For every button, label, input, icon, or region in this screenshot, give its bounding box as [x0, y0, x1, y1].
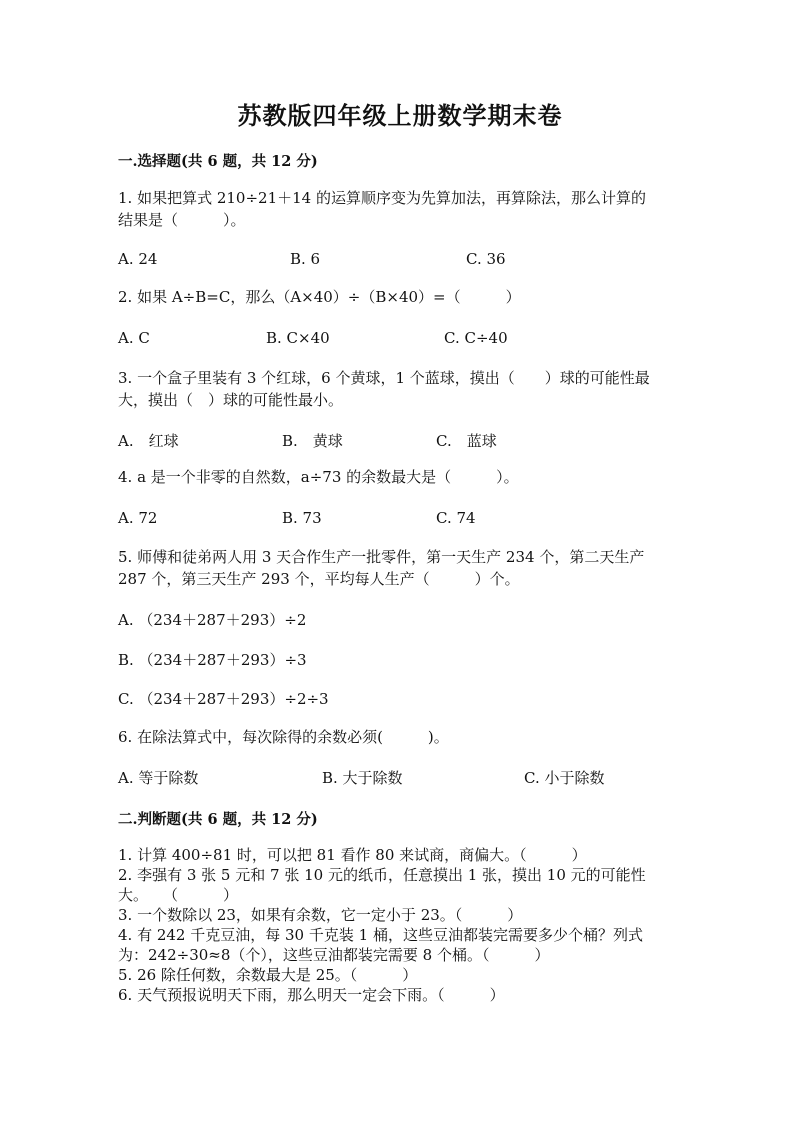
option-c: C. （234＋287＋293）÷2÷3: [118, 690, 329, 708]
question-line: 5. 师傅和徒弟两人用 3 天合作生产一批零件，第一天生产 234 个，第二天生产: [118, 548, 645, 566]
page-title: 苏教版四年级上册数学期末卷: [237, 101, 563, 130]
option-b: B. 大于除数: [322, 769, 403, 787]
question-line: 2. 如果 A÷B=C，那么（A×40）÷（B×40）=（ ）: [118, 288, 521, 306]
option-a: A. （234＋287＋293）÷2: [118, 611, 307, 629]
question-line: 大，摸出（ ）球的可能性最小。: [118, 391, 344, 409]
question-line: 1. 如果把算式 210÷21＋14 的运算顺序变为先算加法，再算除法，那么计算的: [118, 189, 646, 207]
option-c: C. 36: [466, 250, 506, 268]
option-a: A. C: [118, 329, 150, 347]
option-a: A. 72: [118, 509, 158, 527]
question-line: 4. a 是一个非零的自然数，a÷73 的余数最大是（ ）。: [118, 468, 519, 486]
option-b: B. 6: [290, 250, 321, 268]
judgment-line: 大。 （ ）: [118, 886, 239, 904]
option-a: A. 等于除数: [118, 769, 199, 787]
question-4: [118, 466, 678, 488]
option-a: A. 24: [118, 250, 158, 268]
section-heading-choice: 一.选择题(共 6 题，共 12 分): [118, 153, 318, 170]
question-5: [118, 546, 678, 590]
judgment-line: 6. 天气预报说明天下雨，那么明天一定会下雨。（ ）: [118, 986, 505, 1004]
judgment-line: 1. 计算 400÷81 时，可以把 81 看作 80 来试商，商偏大。（ ）: [118, 846, 587, 864]
option-b: B. 黄球: [282, 432, 343, 450]
option-c: C. C÷40: [444, 329, 508, 347]
option-c: C. 74: [436, 509, 476, 527]
option-a: A. 红球: [118, 432, 179, 450]
question-2: [118, 286, 678, 308]
judgment-line: 为：242÷30≈8（个），这些豆油都装完需要 8 个桶。（ ）: [118, 946, 550, 964]
question-line: 287 个，第三天生产 293 个，平均每人生产（ ）个。: [118, 570, 520, 588]
question-1: [118, 187, 678, 231]
question-6: [118, 726, 678, 748]
option-c: C. 蓝球: [436, 432, 497, 450]
question-line: 6. 在除法算式中，每次除得的余数必须( )。: [118, 728, 449, 746]
option-b: B. （234＋287＋293）÷3: [118, 651, 307, 669]
judgment-list: [118, 845, 678, 1005]
option-c: C. 小于除数: [524, 769, 605, 787]
section-heading-judgment: 二.判断题(共 6 题，共 12 分): [118, 811, 318, 828]
option-b: B. C×40: [266, 329, 330, 347]
option-b: B. 73: [282, 509, 322, 527]
judgment-line: 2. 李强有 3 张 5 元和 7 张 10 元的纸币，任意摸出 1 张，摸出 10 元的可能性: [118, 866, 646, 884]
question-line: 结果是（ ）。: [118, 211, 246, 229]
question-line: 3. 一个盒子里装有 3 个红球，6 个黄球，1 个蓝球，摸出（ ）球的可能性最: [118, 369, 650, 387]
judgment-line: 4. 有 242 千克豆油，每 30 千克装 1 桶，这些豆油都装完需要多少个桶？列式: [118, 926, 643, 944]
judgment-line: 5. 26 除任何数，余数最大是 25。（ ）: [118, 966, 418, 984]
question-3: [118, 367, 678, 411]
judgment-line: 3. 一个数除以 23，如果有余数，它一定小于 23。（ ）: [118, 906, 523, 924]
